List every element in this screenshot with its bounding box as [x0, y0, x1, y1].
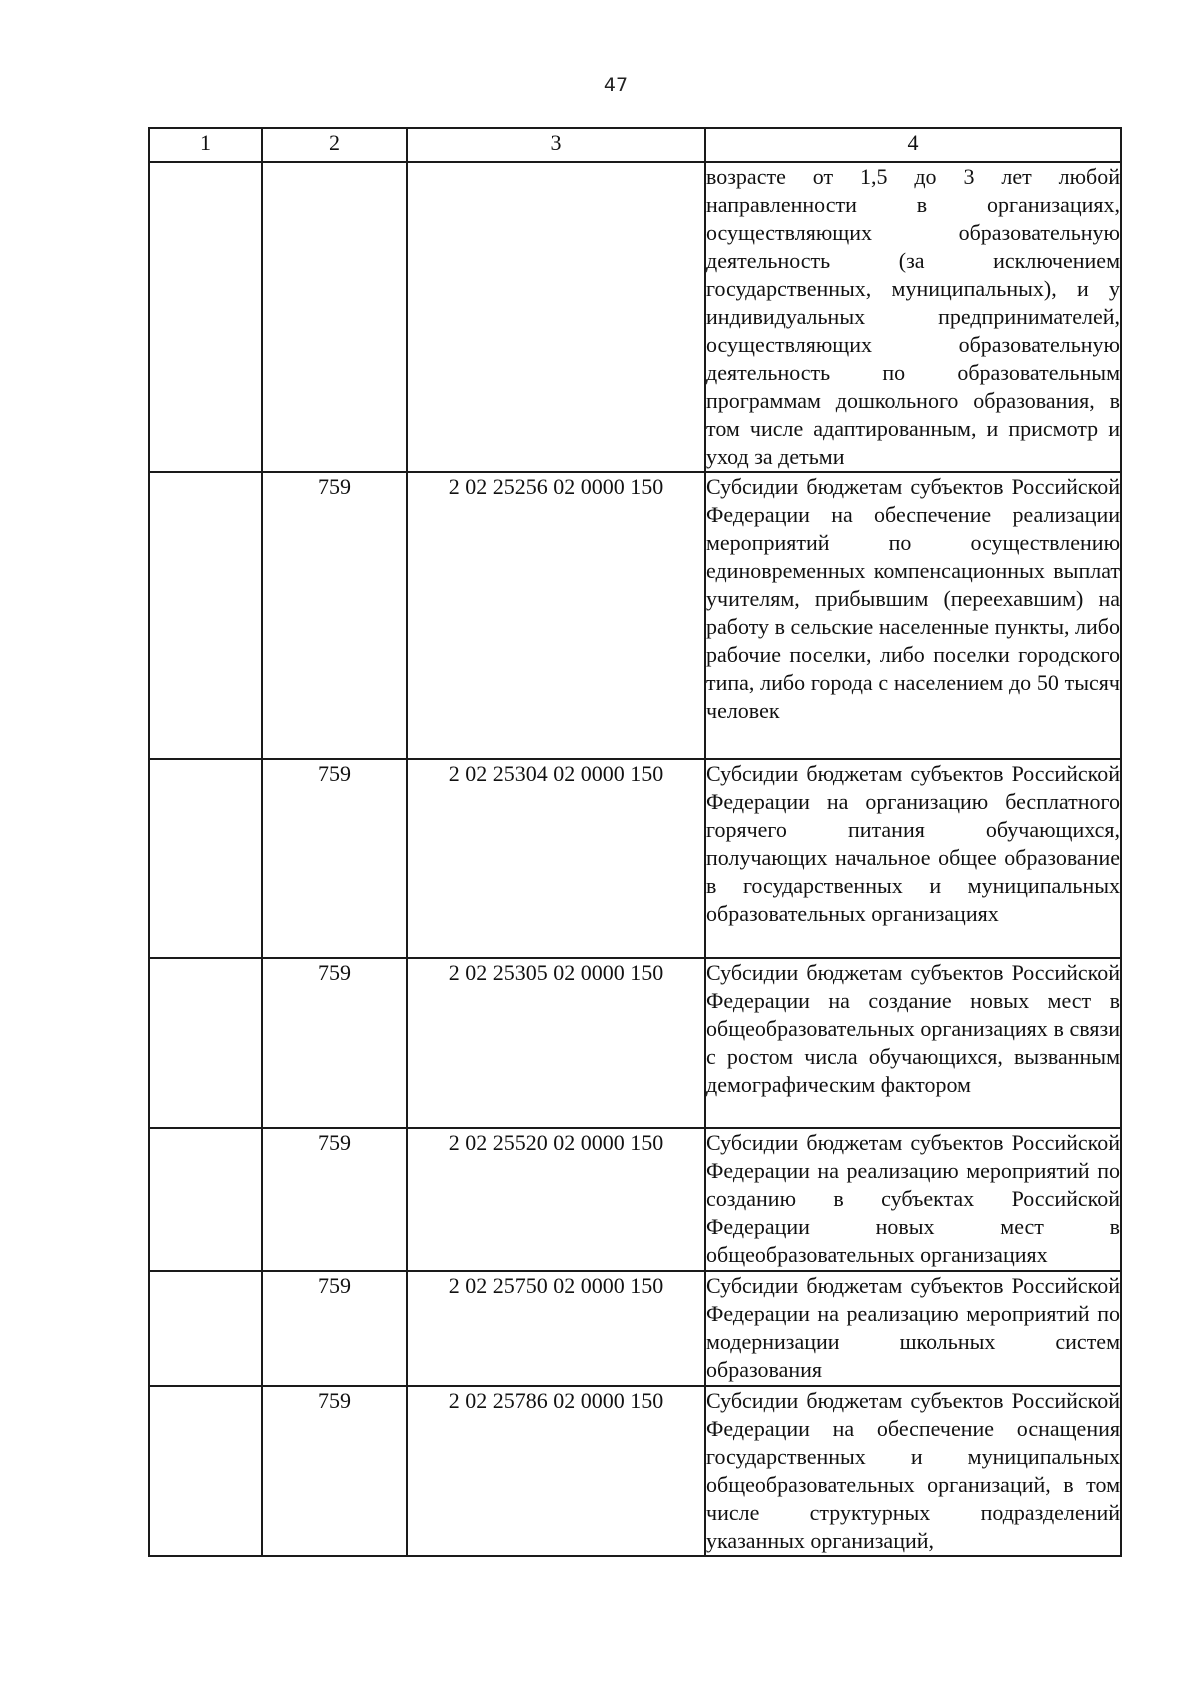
- table-cell-admin-code: 759: [262, 1386, 407, 1556]
- header-col-4: 4: [705, 128, 1121, 162]
- table-cell-description: Субсидии бюджетам субъектов Российской Федерации на реализацию мероприятий по модернизации школьных систем образования: [705, 1271, 1121, 1386]
- table-row: [149, 958, 1121, 1128]
- table-row: [149, 472, 1121, 759]
- table-cell-description: Субсидии бюджетам субъектов Российской Федерации на обеспечение реализации мероприятий по осуществлению единовременных компенсационных выплат учителям, прибывшим (переехавшим) на работу в сельские населенные пункты, либо рабочие поселки, либо поселки городского типа, либо города с населением до 50 тысяч человек: [705, 472, 1121, 759]
- table-cell-budget-code: 2 02 25750 02 0000 150: [407, 1271, 705, 1386]
- table-cell-col1: [149, 162, 262, 472]
- table-cell-col1: [149, 1128, 262, 1271]
- table-cell-col1: [149, 1271, 262, 1386]
- table-cell-admin-code: 759: [262, 1128, 407, 1271]
- table-row: [149, 1271, 1121, 1386]
- table-cell-description: возрасте от 1,5 до 3 лет любой направленности в организациях, осуществляющих образовательную деятельность (за исключением государственных, муниципальных), и у индивидуальных предпринимателей, осуществляющих образовательную деятельность по образовательным программам дошкольного образования, в том числе адаптированным, и присмотр и уход за детьми: [705, 162, 1121, 472]
- table-cell-admin-code: 759: [262, 958, 407, 1128]
- budget-codes-table: [148, 127, 1122, 1557]
- table-row-continuation: [149, 162, 1121, 472]
- table-cell-description: Субсидии бюджетам субъектов Российской Федерации на реализацию мероприятий по созданию в субъектах Российской Федерации новых мест в общеобразовательных организациях: [705, 1128, 1121, 1271]
- table-row: [149, 1128, 1121, 1271]
- table-cell-col2: [262, 162, 407, 472]
- table-cell-budget-code: 2 02 25256 02 0000 150: [407, 472, 705, 759]
- table-cell-col1: [149, 1386, 262, 1556]
- table-cell-admin-code: 759: [262, 472, 407, 759]
- table-cell-admin-code: 759: [262, 759, 407, 958]
- table-cell-budget-code: 2 02 25304 02 0000 150: [407, 759, 705, 958]
- table-cell-col1: [149, 958, 262, 1128]
- header-col-1: 1: [149, 128, 262, 162]
- table-header-row: [149, 128, 1121, 162]
- table-cell-col1: [149, 472, 262, 759]
- table-cell-budget-code: 2 02 25305 02 0000 150: [407, 958, 705, 1128]
- table-cell-description: Субсидии бюджетам субъектов Российской Федерации на организацию бесплатного горячего питания обучающихся, получающих начальное общее образование в государственных и муниципальных образовательных организациях: [705, 759, 1121, 958]
- table-cell-col3: [407, 162, 705, 472]
- table-cell-description: Субсидии бюджетам субъектов Российской Федерации на создание новых мест в общеобразовательных организациях в связи с ростом числа обучающихся, вызванным демографическим фактором: [705, 958, 1121, 1128]
- header-col-2: 2: [262, 128, 407, 162]
- table-cell-description: Субсидии бюджетам субъектов Российской Федерации на обеспечение оснащения государственных и муниципальных общеобразовательных организаций, в том числе структурных подразделений указанных организаций,: [705, 1386, 1121, 1556]
- table-row: [149, 759, 1121, 958]
- table-cell-admin-code: 759: [262, 1271, 407, 1386]
- table-row: [149, 1386, 1121, 1556]
- page-number: 47: [603, 74, 629, 96]
- table-cell-col1: [149, 759, 262, 958]
- table-cell-budget-code: 2 02 25520 02 0000 150: [407, 1128, 705, 1271]
- table-cell-budget-code: 2 02 25786 02 0000 150: [407, 1386, 705, 1556]
- header-col-3: 3: [407, 128, 705, 162]
